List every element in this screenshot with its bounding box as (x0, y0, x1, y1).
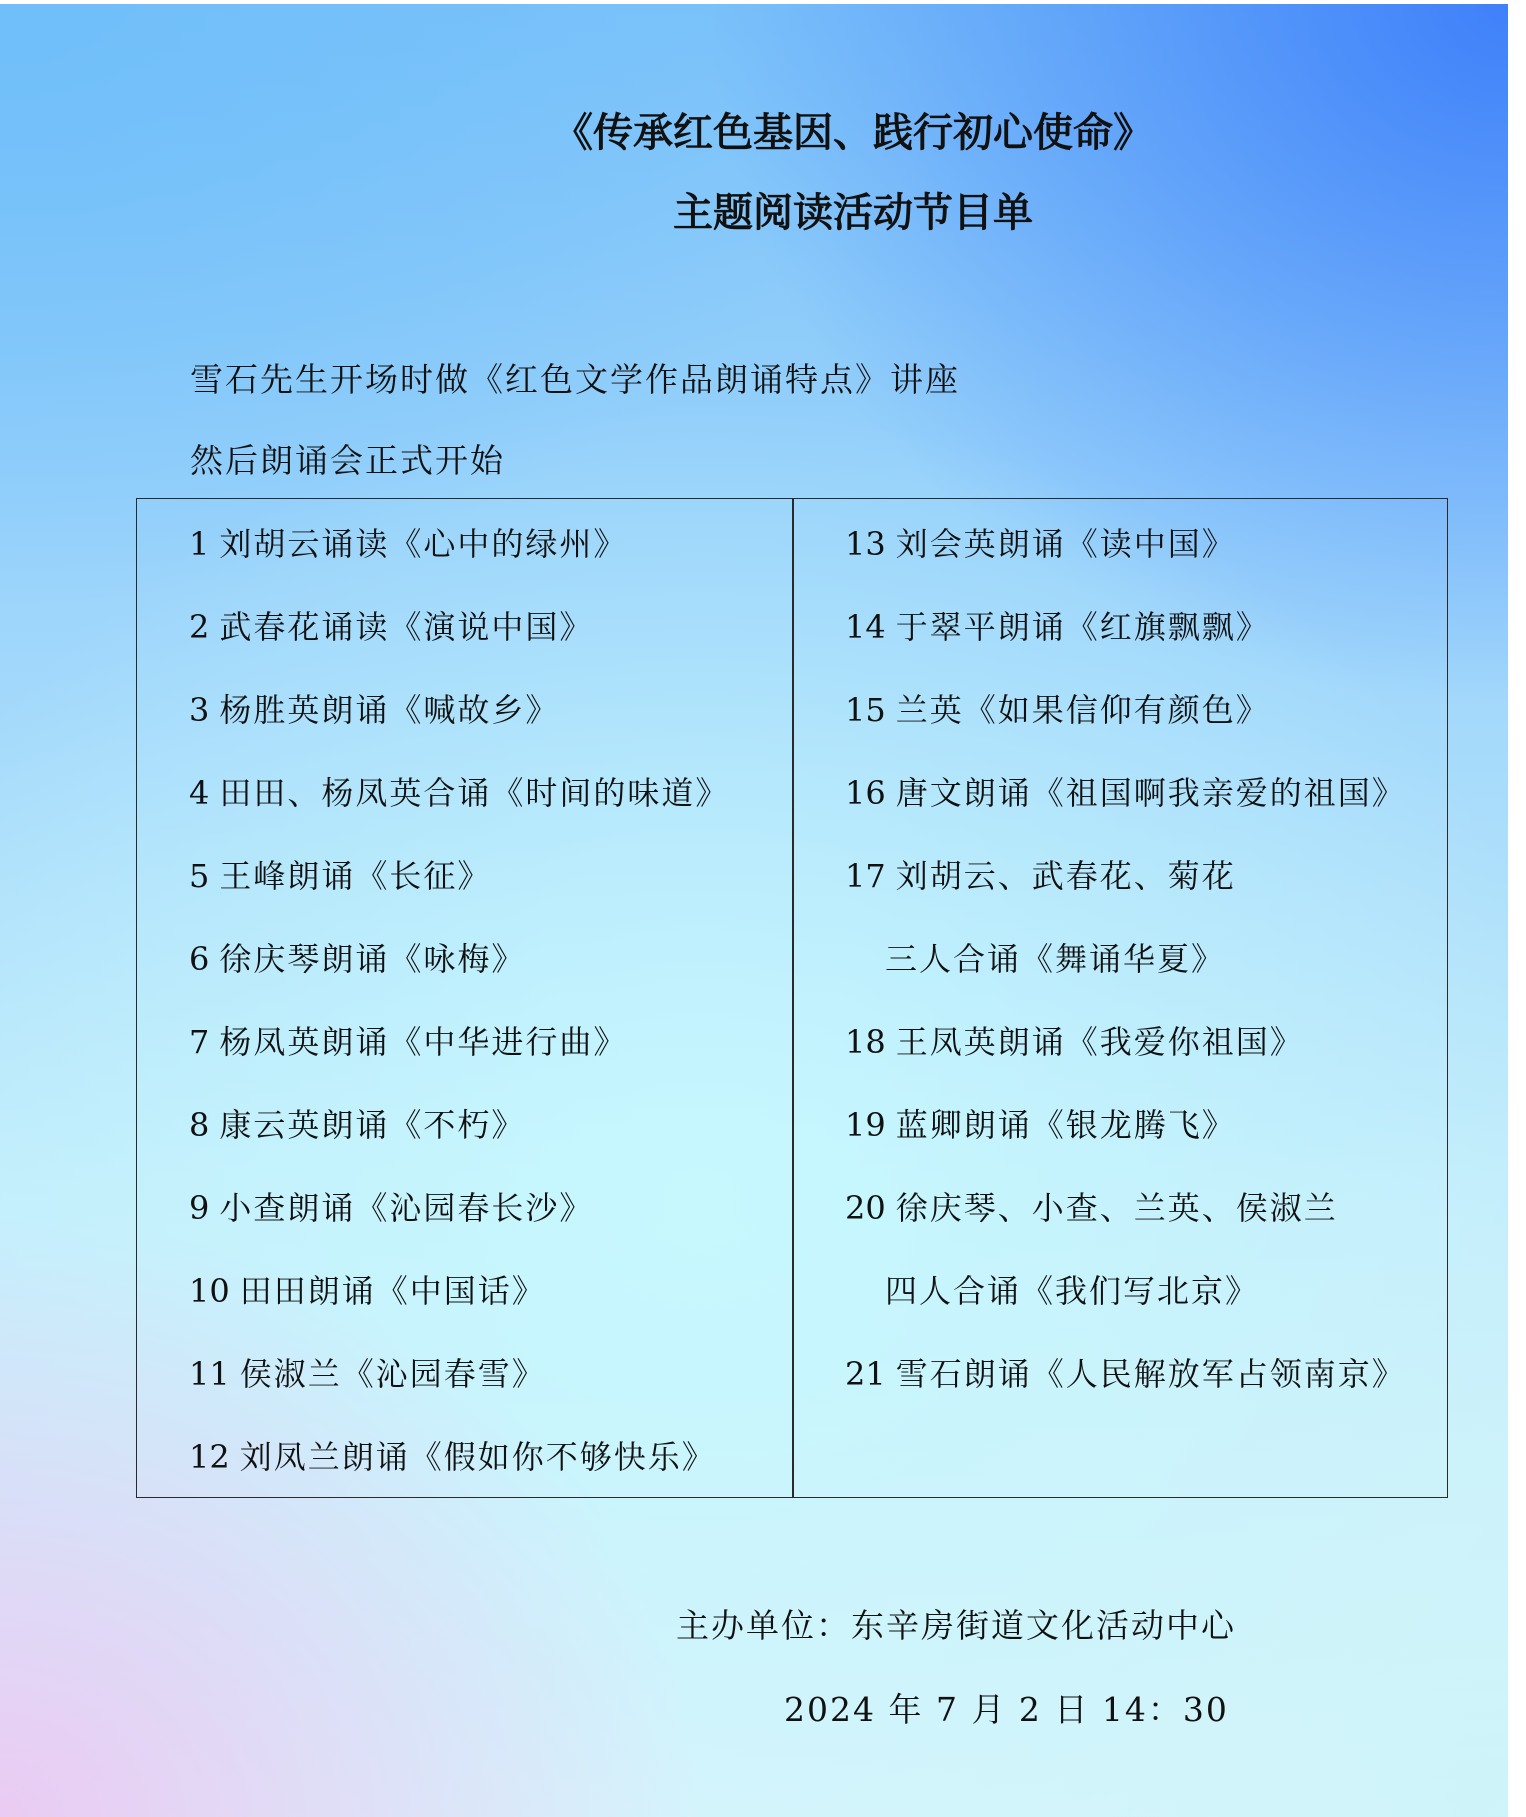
program-item-number: 9 (189, 1189, 210, 1227)
program-item (845, 851, 1236, 901)
program-item-number: 13 (845, 525, 886, 563)
program-item (845, 602, 1270, 652)
program-item-text: 王峰朗诵《长征》 (219, 857, 492, 895)
program-item (189, 1017, 627, 1067)
program-item (845, 519, 1236, 569)
program-item-number: 8 (189, 1106, 210, 1144)
program-item-text: 小查朗诵《沁园春长沙》 (219, 1189, 594, 1227)
program-item-number: 1 (189, 525, 210, 563)
program-item-text: 于翠平朗诵《红旗飘飘》 (895, 608, 1270, 646)
program-item (189, 768, 729, 818)
program-item-number: 11 (189, 1355, 230, 1393)
program-item-text: 王凤英朗诵《我爱你祖国》 (895, 1023, 1304, 1061)
program-item-text: 雪石朗诵《人民解放军占领南京》 (895, 1355, 1406, 1393)
program-item (189, 519, 627, 569)
program-item-continuation (845, 934, 1225, 984)
program-item-number: 21 (845, 1355, 886, 1393)
program-item (845, 1349, 1406, 1399)
program-item-text: 蓝卿朗诵《银龙腾飞》 (895, 1106, 1236, 1144)
program-item-number: 15 (845, 691, 886, 729)
program-item (189, 1349, 546, 1399)
program-item-text: 徐庆琴朗诵《咏梅》 (219, 940, 526, 978)
program-item-number: 12 (189, 1438, 230, 1476)
program-item-text: 刘凤兰朗诵《假如你不够快乐》 (239, 1438, 716, 1476)
program-item (189, 602, 593, 652)
program-item-number: 17 (845, 857, 886, 895)
program-item-text: 三人合诵《舞诵华夏》 (885, 940, 1226, 978)
program-table (136, 498, 1448, 1498)
program-item-number: 7 (189, 1023, 210, 1061)
program-item-number: 16 (845, 774, 886, 812)
program-item-number: 5 (189, 857, 210, 895)
program-item-text: 杨凤英朗诵《中华进行曲》 (219, 1023, 628, 1061)
program-item-text: 四人合诵《我们写北京》 (885, 1272, 1260, 1310)
intro-start-line: 然后朗诵会正式开始 (190, 441, 505, 480)
program-item (189, 1432, 716, 1482)
program-item-number: 3 (189, 691, 210, 729)
program-item (845, 1017, 1304, 1067)
program-item (189, 685, 559, 735)
program-item (189, 1183, 593, 1233)
intro-lecture-line: 雪石先生开场时做《红色文学作品朗诵特点》讲座 (190, 360, 960, 399)
program-item (845, 685, 1270, 735)
program-item-continuation (845, 1266, 1259, 1316)
program-item-number: 6 (189, 940, 210, 978)
program-item-text: 唐文朗诵《祖国啊我亲爱的祖国》 (895, 774, 1406, 812)
program-item-text: 田田、杨凤英合诵《时间的味道》 (219, 774, 730, 812)
program-item-text: 田田朗诵《中国话》 (239, 1272, 546, 1310)
organizer-line: 主办单位：东辛房街道文化活动中心 (676, 1606, 1236, 1645)
program-item (189, 851, 491, 901)
title-line-1: 《传承红色基因、践行初心使命》 (553, 110, 1153, 156)
title-line-2: 主题阅读活动节目单 (673, 190, 1033, 236)
program-item-number: 20 (845, 1189, 886, 1227)
program-item (845, 768, 1406, 818)
program-item-text: 徐庆琴、小查、兰英、侯淑兰 (895, 1189, 1338, 1227)
program-item-number: 10 (189, 1272, 230, 1310)
program-item (189, 1266, 546, 1316)
program-item (845, 1100, 1236, 1150)
program-item-text: 刘会英朗诵《读中国》 (895, 525, 1236, 563)
program-item-text: 刘胡云、武春花、菊花 (895, 857, 1236, 895)
program-item-text: 康云英朗诵《不朽》 (219, 1106, 526, 1144)
program-item-text: 兰英《如果信仰有颜色》 (895, 691, 1270, 729)
program-item (189, 1100, 525, 1150)
program-item-text: 侯淑兰《沁园春雪》 (239, 1355, 546, 1393)
program-item-text: 杨胜英朗诵《喊故乡》 (219, 691, 560, 729)
program-item-text: 刘胡云诵读《心中的绿州》 (219, 525, 628, 563)
program-item-number: 4 (189, 774, 210, 812)
program-item-number: 2 (189, 608, 210, 646)
program-item-number: 19 (845, 1106, 886, 1144)
table-column-divider (792, 499, 794, 1497)
program-page (0, 4, 1508, 1817)
program-item (189, 934, 525, 984)
event-date: 2024 年 7 月 2 日 14：30 (784, 1690, 1229, 1729)
program-item (845, 1183, 1338, 1233)
program-item-text: 武春花诵读《演说中国》 (219, 608, 594, 646)
program-item-number: 14 (845, 608, 886, 646)
program-item-number: 18 (845, 1023, 886, 1061)
